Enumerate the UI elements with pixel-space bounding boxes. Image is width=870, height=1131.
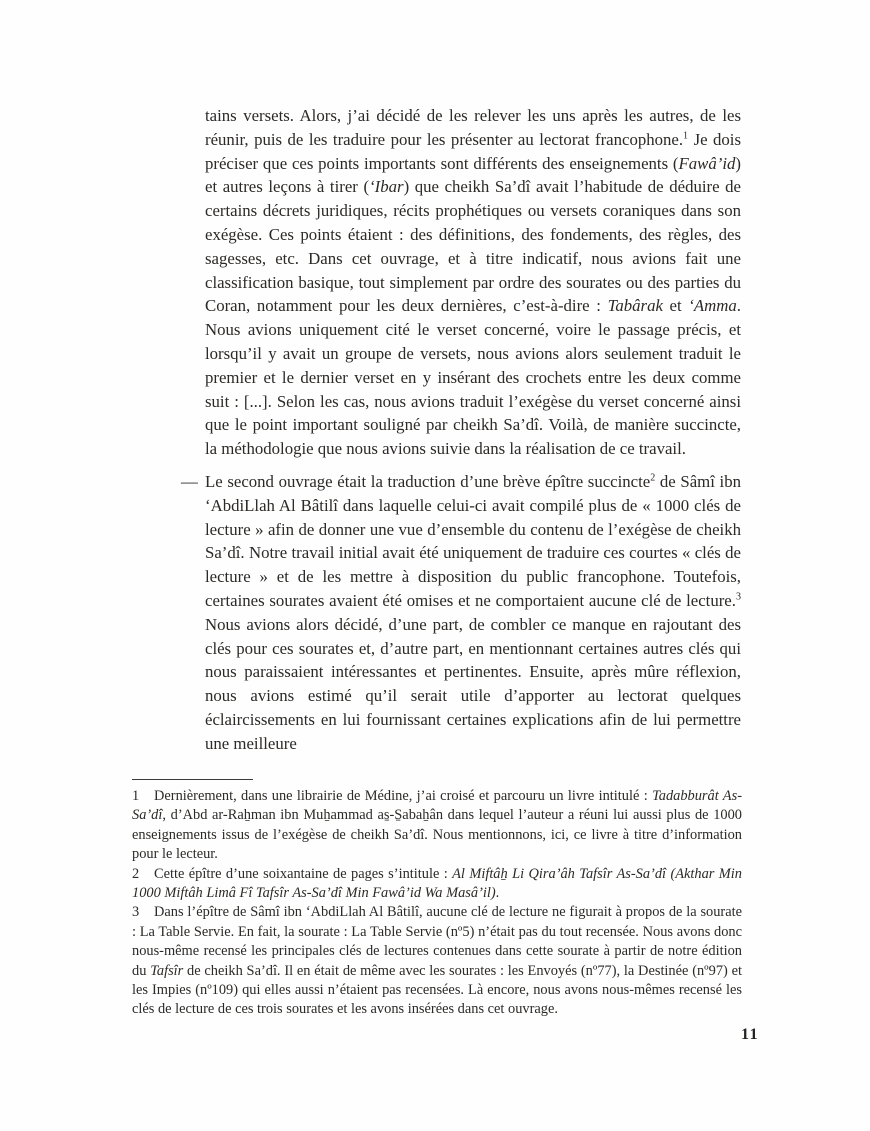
footnote-ref: 2 (650, 472, 656, 484)
footnote-2 (132, 865, 742, 904)
body-paragraph-2-text: Le second ouvrage était la traduction d’une brève épître succincte$^2$ de Sâmî ibn ‘AbdiLlah Al Bâtilî dans laquelle celui-ci avait compilé plus de « 1000 clés de lecture » afin de donner une vue d’ensemble du contenu de l’exégèse de cheikh Sa’dî. Notre travail initial avait été uniquement de traduire ces courtes « clés de lecture » et de les mettre à disposition du public francophone. Toutefois, certaines sourates avaient été omises et ne comportaient aucune clé de lecture.$^3$ Nous avions alors décidé, d’une part, de combler ce manque en rajoutant des clés pour ces sourates et, d’autre part, en mentionnant certaines autres clés qui nous paraissaient intéressantes et pertinentes. Ensuite, après mûre réflexion, nous avions estimé qu’il serait utile d’apporter au lectorat quelques éclaircissements en lui fournissant certaines explications afin de lui permettre une meilleure (205, 471, 741, 753)
footnote-2-number: 2 (132, 865, 140, 882)
footnote-3-number: 3 (132, 904, 140, 921)
list-item-dash: — (181, 471, 198, 491)
page-number: 11 (741, 1026, 760, 1043)
footnote-1-text: Dernièrement, dans une librairie de Médine, j’ai croisé et parcouru un livre intitulé : Tadabburât As-Sa’dî, d’Abd ar-Raẖman ibn Muẖammad as̱-S̱abaẖân dans lequel l’auteur a réuni lui aussi plus de 1000 enseignements issus de l’exégèse de cheikh Sa’dî. Nous mentionnons, ici, ce livre à titre d’information pour le lecteur. (132, 788, 742, 863)
footnote-ref: 3 (735, 591, 741, 603)
italic-term: Fawâ’id (678, 153, 736, 173)
footnote-3-text: Dans l’épître de Sâmî ibn ‘AbdiLlah Al Bâtilî, aucune clé de lecture ne figurait à propos de la sourate : La Table Servie. En fait, la sourate : La Table Servie (nº5) n’était pas du tout recensée. Nous avons donc nous-même recensé les principales clés de lectures contenues dans cette sourate à partir de notre édition du Tafsîr de cheikh Sa’dî. Il en était de même avec les sourates : les Envoyés (nº77), la Destinée (nº97) et les Impies (nº109) qui elles aussi n’étaient pas recensées. Là encore, nous avons nous-mêmes recensé les clés de lecture de ces trois sourates et les avons insérées dans cet ouvrage. (132, 904, 742, 1018)
italic-term: Tadabburât As-Sa’dî (132, 788, 742, 824)
footnote-1-number: 1 (132, 788, 140, 804)
footnote-ref: 1 (683, 130, 689, 142)
italic-term: Tabârak (607, 296, 663, 316)
footnote-2-text: Cette épître d’une soixantaine de pages s’intitule : Al Miftâẖ Li Qira’âh Tafsîr As-Sa’dî (Akthar Min 1000 Miftâh Limâ Fî Tafsîr As-Sa’dî Min Fawâ’id Wa Masâ’il). (132, 865, 742, 902)
italic-term: ‘Ibar (369, 177, 404, 197)
italic-term: ‘Amma (688, 296, 737, 316)
body-paragraph-2 (181, 470, 741, 756)
italic-term: Al Miftâẖ Li Qira’âh Tafsîr As-Sa’dî (Akthar Min 1000 Miftâh Limâ Fî Tafsîr As-Sa’dî Min Fawâ’id Wa Masâ’il) (132, 865, 742, 902)
footnote-divider (132, 779, 253, 780)
footnotes-section (132, 779, 742, 1020)
italic-term: Tafsîr (150, 962, 184, 979)
body-paragraph-1: tains versets. Alors, j’ai décidé de les relever les uns après les autres, de les réunir, puis de les traduire pour les présenter au lectorat francophone.$^1$ Je dois préciser que ces points importants sont différents des enseignements (Fawâ’id) et autres leçons à tirer (‘Ibar) que cheikh Sa’dî avait l’habitude de déduire de certains décrets juridiques, récits prophétiques ou versets coraniques dans son exégèse. Ces points étaient : des définitions, des fondements, des règles, des sagesses, etc. Dans cet ouvrage, et à titre indicatif, nous avions fait une classification basique, tout simplement par ordre des sourates ou des parties du Coran, notamment pour les deux dernières, c’est-à-dire : Tabârak et ‘Amma. Nous avions uniquement cité le verset concerné, voire le passage précis, et lorsqu’il y avait un groupe de versets, nous avions alors seulement traduit le premier et le dernier verset en y insérant des crochets entre les deux comme suit : [...]. Selon les cas, nous avions traduit l’exégèse du verset concerné ainsi que le point important souligné par cheikh Sa’dî. Voilà, de manière succincte, la méthodologie que nous avions suivie dans la réalisation de ce travail. (205, 106, 741, 459)
body-text (181, 104, 741, 756)
footnote-1 (132, 787, 742, 865)
footnote-3 (132, 903, 742, 1019)
